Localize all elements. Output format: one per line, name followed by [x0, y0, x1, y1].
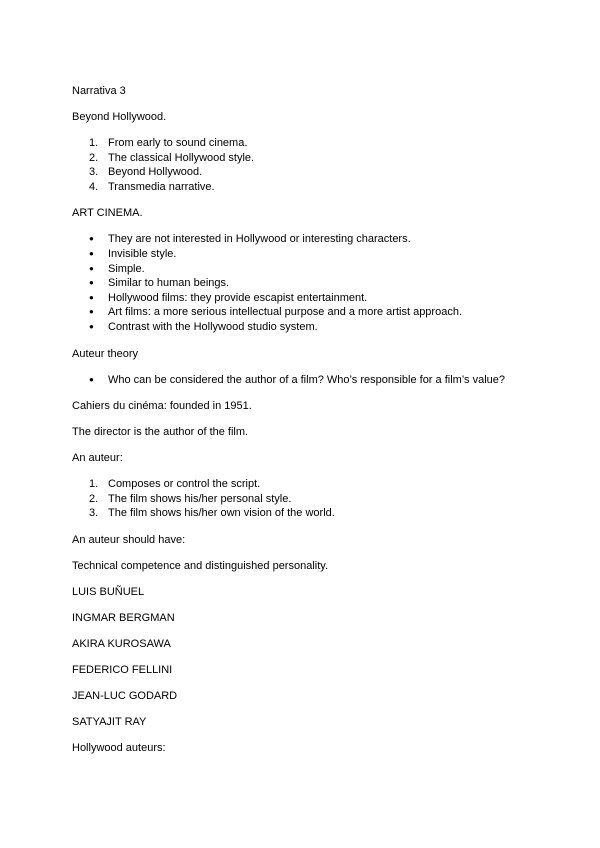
should-have-paragraph: An auteur should have:	[72, 533, 186, 546]
list-item: 3. Beyond Hollywood.	[89, 166, 203, 179]
list-item: 3. The film shows his/her own vision of the world.	[89, 507, 335, 520]
art-cinema-list	[72, 232, 532, 334]
list-item: ● Who can be considered the author of a film? Who’s responsible for a film’s value?	[89, 373, 506, 386]
hollywood-auteurs-paragraph: Hollywood auteurs:	[72, 741, 166, 754]
list-item: ● Simple.	[89, 262, 145, 275]
auteur-theory-heading: Auteur theory	[72, 347, 139, 360]
director-name: INGMAR BERGMAN	[72, 611, 175, 624]
director-name: FEDERICO FELLINI	[72, 663, 173, 676]
competence-paragraph: Technical competence and distinguished personality.	[72, 559, 329, 572]
list-item: ● They are not interested in Hollywood or interesting characters.	[89, 233, 411, 246]
bullet-icon: ●	[89, 292, 94, 302]
list-item: 2. The film shows his/her personal style.	[89, 492, 292, 505]
an-auteur-paragraph: An auteur:	[72, 452, 123, 465]
list-item: ● Art films: a more serious intellectual purpose and a more artist approach.	[89, 306, 462, 319]
list-item: ● Hollywood films: they provide escapist entertainment.	[89, 291, 368, 304]
director-name: SATYAJIT RAY	[72, 715, 147, 728]
cahiers-paragraph: Cahiers du cinéma: founded in 1951.	[72, 400, 252, 413]
list-item: ● Similar to human beings.	[89, 277, 230, 290]
list-item: 1. Composes or control the script.	[89, 478, 261, 491]
list-item: 4. Transmedia narrative.	[89, 180, 215, 193]
list-item: ● Contrast with the Hollywood studio system.	[89, 320, 318, 333]
bullet-icon: ●	[89, 234, 94, 244]
document-page	[72, 84, 532, 767]
art-cinema-heading: ART CINEMA.	[72, 207, 143, 220]
list-item: 1. From early to sound cinema.	[89, 137, 248, 149]
list-item: ● Invisible style.	[89, 247, 177, 260]
doc-title: Narrativa 3	[72, 85, 126, 97]
bullet-icon: ●	[89, 278, 94, 288]
auteur-question-list	[72, 373, 532, 388]
director-name: AKIRA KUROSAWA	[72, 637, 171, 650]
doc-subtitle: Beyond Hollywood.	[72, 111, 167, 123]
list-item: 2. The classical Hollywood style.	[89, 151, 255, 164]
director-paragraph: The director is the author of the film.	[72, 426, 249, 439]
course-outline-list	[72, 136, 532, 194]
bullet-icon: ●	[89, 263, 94, 273]
bullet-icon: ●	[89, 248, 94, 258]
bullet-icon: ●	[89, 321, 94, 331]
auteur-traits-list	[72, 477, 532, 521]
bullet-icon: ●	[89, 307, 94, 317]
director-name: LUIS BUÑUEL	[72, 585, 145, 598]
director-name: JEAN-LUC GODARD	[72, 689, 178, 702]
bullet-icon: ●	[89, 374, 94, 384]
